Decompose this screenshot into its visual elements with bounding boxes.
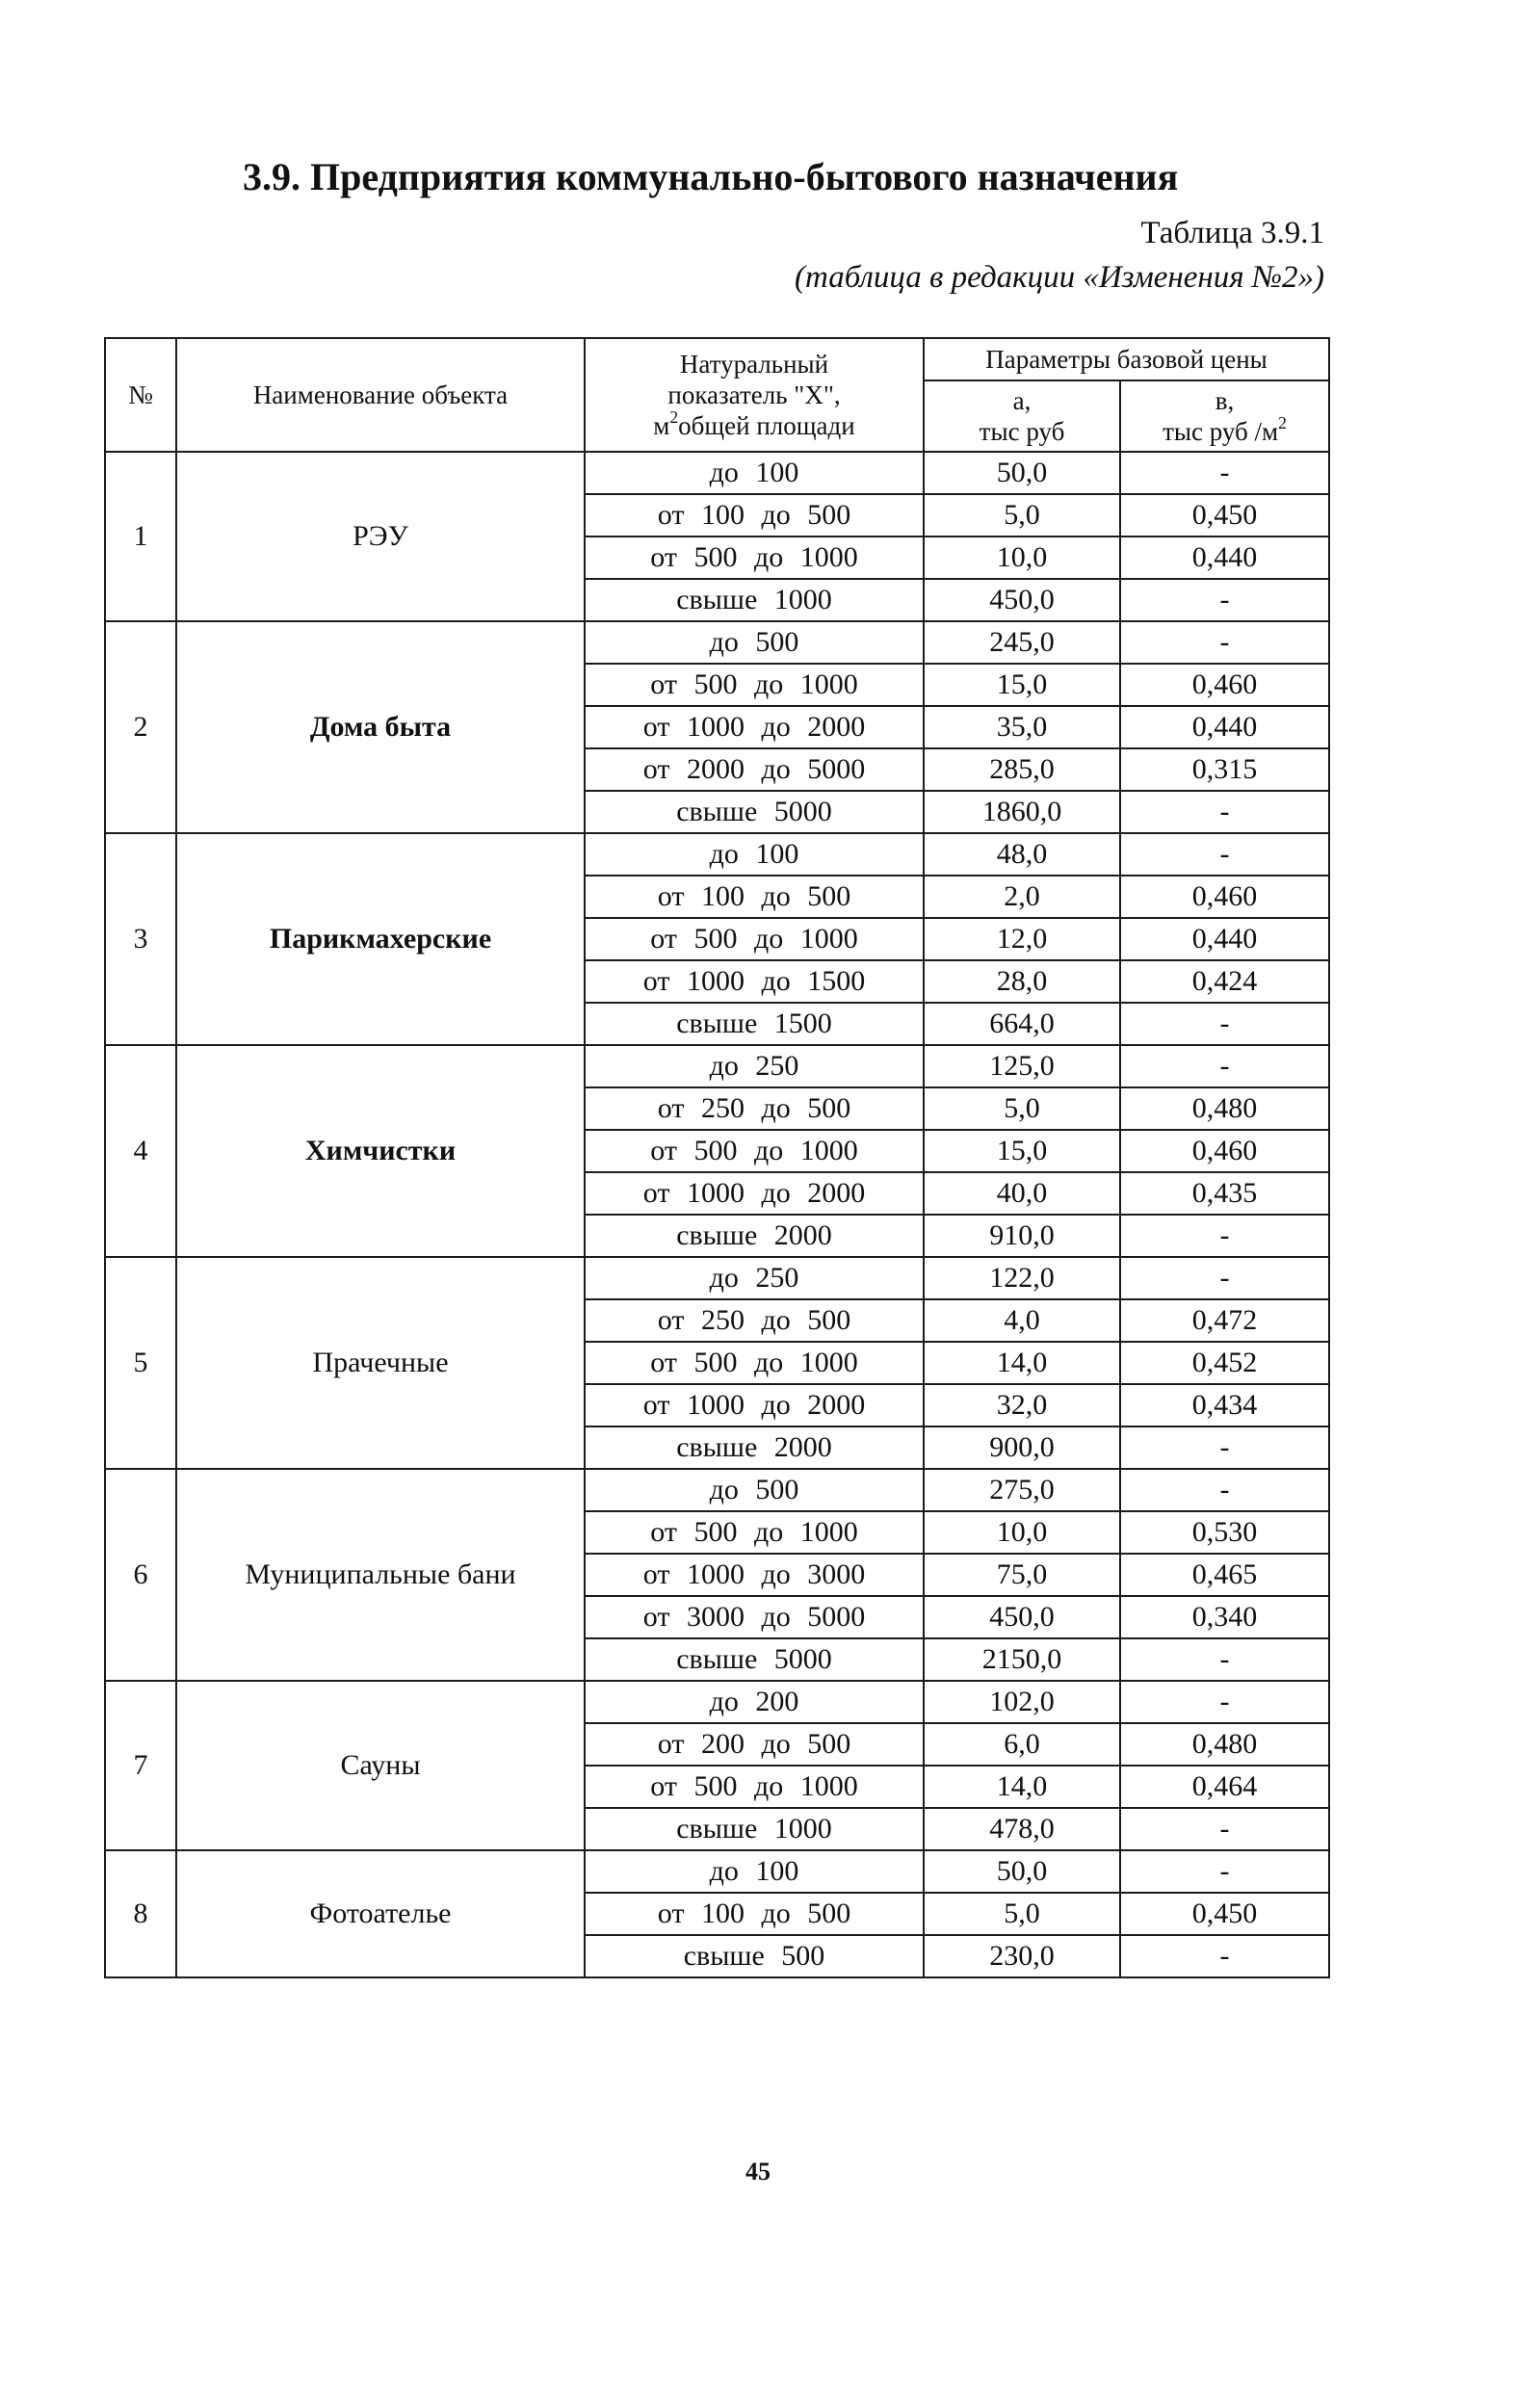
param-b-value: - [1120, 1257, 1329, 1299]
area-range: свыше 2000 [585, 1215, 924, 1257]
param-b-value: 0,440 [1120, 706, 1329, 748]
param-b-value: 0,450 [1120, 494, 1329, 537]
object-number: 3 [105, 833, 176, 1045]
header-a-line1: а, [1012, 386, 1032, 415]
param-a-value: 2150,0 [924, 1638, 1120, 1681]
object-number: 7 [105, 1681, 176, 1850]
param-a-value: 122,0 [924, 1257, 1120, 1299]
area-range: от 3000 до 5000 [585, 1596, 924, 1638]
param-b-value: - [1120, 621, 1329, 664]
param-a-value: 285,0 [924, 748, 1120, 791]
param-a-value: 50,0 [924, 1850, 1120, 1893]
param-a-value: 75,0 [924, 1554, 1120, 1596]
area-range: от 500 до 1000 [585, 1766, 924, 1808]
param-b-value: 0,440 [1120, 918, 1329, 960]
param-a-value: 478,0 [924, 1808, 1120, 1850]
object-number: 5 [105, 1257, 176, 1469]
area-range: от 2000 до 5000 [585, 748, 924, 791]
param-a-value: 900,0 [924, 1426, 1120, 1469]
param-a-value: 230,0 [924, 1935, 1120, 1977]
param-b-value: - [1120, 1003, 1329, 1045]
header-name: Наименование объекта [176, 338, 585, 452]
param-b-value: - [1120, 1469, 1329, 1511]
area-range: от 200 до 500 [585, 1723, 924, 1766]
header-a-line2: тыс руб [979, 417, 1065, 446]
param-b-value: 0,450 [1120, 1893, 1329, 1935]
area-range: до 500 [585, 621, 924, 664]
param-a-value: 102,0 [924, 1681, 1120, 1723]
param-a-value: 14,0 [924, 1342, 1120, 1384]
area-range: свыше 5000 [585, 1638, 924, 1681]
section-title: 3.9. Предприятия коммунально-бытового назначения [243, 155, 1179, 198]
param-a-value: 10,0 [924, 537, 1120, 579]
table-body [105, 452, 1329, 1977]
param-a-value: 6,0 [924, 1723, 1120, 1766]
param-b-value: - [1120, 791, 1329, 833]
object-name: Муниципальные бани [176, 1469, 585, 1681]
param-a-value: 35,0 [924, 706, 1120, 748]
header-b [1120, 380, 1329, 452]
header-b-sup: 2 [1278, 413, 1287, 433]
area-range: до 500 [585, 1469, 924, 1511]
object-name: Химчистки [176, 1045, 585, 1257]
area-range: от 1000 до 1500 [585, 960, 924, 1003]
header-indicator-rest: общей площади [678, 411, 855, 440]
table-header [105, 338, 1329, 452]
param-a-value: 15,0 [924, 1130, 1120, 1172]
param-a-value: 10,0 [924, 1511, 1120, 1554]
param-a-value: 50,0 [924, 452, 1120, 494]
param-b-value: - [1120, 1808, 1329, 1850]
param-b-value: - [1120, 579, 1329, 621]
area-range: от 500 до 1000 [585, 918, 924, 960]
area-range: от 500 до 1000 [585, 1130, 924, 1172]
area-range: свыше 1000 [585, 1808, 924, 1850]
param-b-value: - [1120, 1215, 1329, 1257]
object-name: РЭУ [176, 452, 585, 621]
param-a-value: 5,0 [924, 1087, 1120, 1130]
table-row [105, 621, 1329, 664]
area-range: до 100 [585, 833, 924, 876]
param-a-value: 450,0 [924, 579, 1120, 621]
header-indicator-line1: Натуральный [679, 350, 829, 379]
param-b-value: 0,315 [1120, 748, 1329, 791]
param-b-value: 0,434 [1120, 1384, 1329, 1426]
header-params: Параметры базовой цены [924, 338, 1329, 380]
table-row [105, 1257, 1329, 1299]
table-row [105, 1045, 1329, 1087]
object-number: 6 [105, 1469, 176, 1681]
area-range: до 100 [585, 1850, 924, 1893]
param-b-value: - [1120, 1045, 1329, 1087]
param-b-value: 0,452 [1120, 1342, 1329, 1384]
area-range: от 1000 до 2000 [585, 706, 924, 748]
param-b-value: 0,472 [1120, 1299, 1329, 1342]
area-range: до 250 [585, 1045, 924, 1087]
object-name: Фотоателье [176, 1850, 585, 1977]
object-number: 4 [105, 1045, 176, 1257]
param-b-value: 0,435 [1120, 1172, 1329, 1215]
param-a-value: 28,0 [924, 960, 1120, 1003]
header-num: № [105, 338, 176, 452]
object-name: Прачечные [176, 1257, 585, 1469]
table-row [105, 1850, 1329, 1893]
param-a-value: 664,0 [924, 1003, 1120, 1045]
param-b-value: 0,464 [1120, 1766, 1329, 1808]
header-b-line1: в, [1215, 386, 1235, 415]
param-b-value: - [1120, 1426, 1329, 1469]
object-name: Парикмахерские [176, 833, 585, 1045]
object-number: 1 [105, 452, 176, 621]
area-range: от 500 до 1000 [585, 1342, 924, 1384]
object-number: 8 [105, 1850, 176, 1977]
area-range: свыше 2000 [585, 1426, 924, 1469]
param-b-value: - [1120, 1681, 1329, 1723]
area-range: до 250 [585, 1257, 924, 1299]
param-b-value: 0,424 [1120, 960, 1329, 1003]
param-a-value: 5,0 [924, 1893, 1120, 1935]
param-b-value: 0,465 [1120, 1554, 1329, 1596]
header-b-line2 [1121, 413, 1328, 447]
param-b-value: 0,460 [1120, 876, 1329, 918]
param-b-value: - [1120, 452, 1329, 494]
param-a-value: 125,0 [924, 1045, 1120, 1087]
param-a-value: 910,0 [924, 1215, 1120, 1257]
param-a-value: 32,0 [924, 1384, 1120, 1426]
param-a-value: 15,0 [924, 664, 1120, 706]
param-a-value: 1860,0 [924, 791, 1120, 833]
object-number: 2 [105, 621, 176, 833]
area-range: от 1000 до 2000 [585, 1172, 924, 1215]
table-row [105, 833, 1329, 876]
table-note: (таблица в редакции «Изменения №2») [795, 260, 1324, 295]
area-range: от 500 до 1000 [585, 537, 924, 579]
table-row [105, 1681, 1329, 1723]
param-a-value: 4,0 [924, 1299, 1120, 1342]
area-range: от 250 до 500 [585, 1087, 924, 1130]
param-a-value: 14,0 [924, 1766, 1120, 1808]
area-range: от 100 до 500 [585, 1893, 924, 1935]
area-range: свыше 5000 [585, 791, 924, 833]
param-a-value: 450,0 [924, 1596, 1120, 1638]
param-b-value: 0,480 [1120, 1723, 1329, 1766]
area-range: от 100 до 500 [585, 876, 924, 918]
header-indicator-sup: 2 [669, 407, 679, 428]
header-indicator-line3 [586, 407, 923, 441]
area-range: от 100 до 500 [585, 494, 924, 537]
area-range: от 1000 до 3000 [585, 1554, 924, 1596]
header-b-unit: тыс руб /м [1163, 417, 1279, 446]
area-range: от 250 до 500 [585, 1299, 924, 1342]
param-a-value: 40,0 [924, 1172, 1120, 1215]
param-a-value: 275,0 [924, 1469, 1120, 1511]
param-b-value: 0,340 [1120, 1596, 1329, 1638]
param-b-value: - [1120, 1638, 1329, 1681]
header-a [924, 380, 1120, 452]
param-a-value: 5,0 [924, 494, 1120, 537]
param-a-value: 2,0 [924, 876, 1120, 918]
object-name: Дома быта [176, 621, 585, 833]
area-range: до 100 [585, 452, 924, 494]
param-b-value: 0,480 [1120, 1087, 1329, 1130]
header-indicator-unit: м [653, 411, 670, 440]
header-indicator [585, 338, 924, 452]
param-b-value: 0,460 [1120, 664, 1329, 706]
area-range: свыше 1500 [585, 1003, 924, 1045]
area-range: до 200 [585, 1681, 924, 1723]
param-b-value: 0,460 [1120, 1130, 1329, 1172]
param-a-value: 12,0 [924, 918, 1120, 960]
param-a-value: 48,0 [924, 833, 1120, 876]
param-a-value: 245,0 [924, 621, 1120, 664]
object-name: Сауны [176, 1681, 585, 1850]
param-b-value: - [1120, 833, 1329, 876]
table-label: Таблица 3.9.1 [1140, 216, 1324, 250]
area-range: от 500 до 1000 [585, 1511, 924, 1554]
price-table [104, 337, 1330, 1978]
table-row [105, 452, 1329, 494]
table-row [105, 1469, 1329, 1511]
param-b-value: 0,440 [1120, 537, 1329, 579]
header-indicator-line2: показатель "X", [667, 380, 841, 409]
param-b-value: 0,530 [1120, 1511, 1329, 1554]
param-b-value: - [1120, 1935, 1329, 1977]
page-number: 45 [745, 2158, 771, 2186]
param-b-value: - [1120, 1850, 1329, 1893]
area-range: от 500 до 1000 [585, 664, 924, 706]
area-range: свыше 500 [585, 1935, 924, 1977]
area-range: от 1000 до 2000 [585, 1384, 924, 1426]
area-range: свыше 1000 [585, 579, 924, 621]
